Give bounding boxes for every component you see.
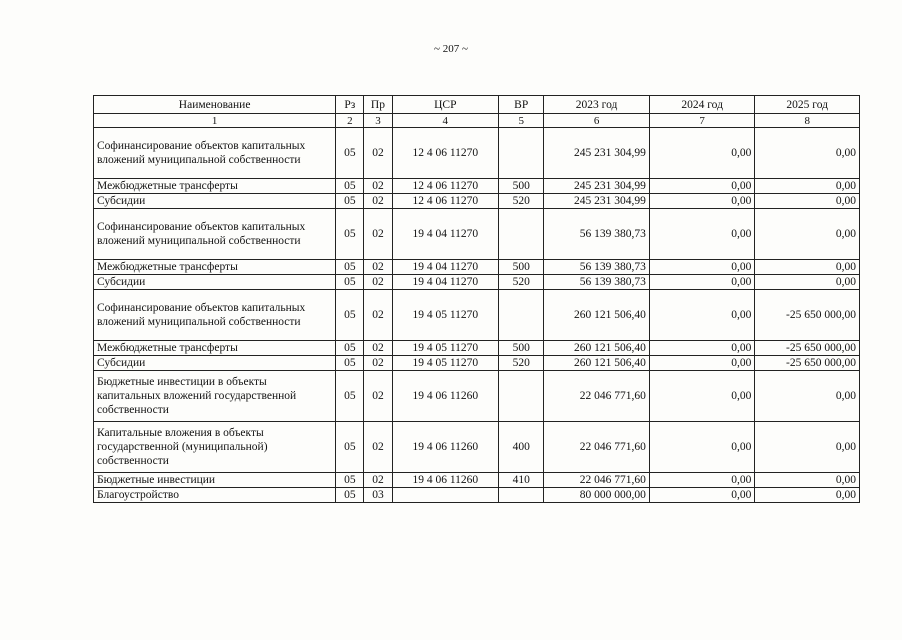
- cell-name: Межбюджетные трансферты: [94, 179, 336, 194]
- cell-pr: 02: [364, 260, 392, 275]
- cell-name: Благоустройство: [94, 488, 336, 503]
- column-number: 1: [94, 114, 336, 128]
- cell-name: Межбюджетные трансферты: [94, 260, 336, 275]
- cell-pr: 02: [364, 422, 392, 473]
- cell-2023: 56 139 380,73: [544, 209, 650, 260]
- cell-vr: [499, 290, 544, 341]
- cell-pr: 02: [364, 194, 392, 209]
- column-number: 4: [392, 114, 499, 128]
- cell-2024: 0,00: [649, 179, 755, 194]
- cell-name: Бюджетные инвестиции: [94, 473, 336, 488]
- table-row: [94, 179, 860, 194]
- cell-pr: 02: [364, 275, 392, 290]
- cell-2024: 0,00: [649, 194, 755, 209]
- cell-name: Субсидии: [94, 194, 336, 209]
- cell-name: Софинансирование объектов капитальных вложений муниципальной собственности: [94, 290, 336, 341]
- table-row: [94, 371, 860, 422]
- cell-name: Капитальные вложения в объекты государственной (муниципальной) собственности: [94, 422, 336, 473]
- cell-2025: 0,00: [755, 179, 860, 194]
- cell-2024: 0,00: [649, 488, 755, 503]
- cell-pr: 02: [364, 341, 392, 356]
- column-number: 3: [364, 114, 392, 128]
- header-csr: ЦСР: [392, 96, 499, 114]
- cell-2024: 0,00: [649, 290, 755, 341]
- cell-2025: 0,00: [755, 422, 860, 473]
- cell-vr: 500: [499, 341, 544, 356]
- table-row: [94, 356, 860, 371]
- cell-vr: [499, 128, 544, 179]
- column-number: 8: [755, 114, 860, 128]
- cell-rz: 05: [336, 341, 364, 356]
- header-2023: 2023 год: [544, 96, 650, 114]
- cell-2023: 56 139 380,73: [544, 275, 650, 290]
- header-name: Наименование: [94, 96, 336, 114]
- cell-rz: 05: [336, 290, 364, 341]
- cell-rz: 05: [336, 260, 364, 275]
- cell-csr: 19 4 04 11270: [392, 260, 499, 275]
- header-vr: ВР: [499, 96, 544, 114]
- cell-2024: 0,00: [649, 371, 755, 422]
- cell-2023: 260 121 506,40: [544, 341, 650, 356]
- cell-2023: 245 231 304,99: [544, 128, 650, 179]
- cell-rz: 05: [336, 179, 364, 194]
- cell-vr: 500: [499, 179, 544, 194]
- table-row: [94, 260, 860, 275]
- cell-csr: 19 4 04 11270: [392, 209, 499, 260]
- cell-2024: 0,00: [649, 356, 755, 371]
- cell-2025: 0,00: [755, 260, 860, 275]
- cell-pr: 02: [364, 371, 392, 422]
- table-row: [94, 422, 860, 473]
- cell-vr: [499, 371, 544, 422]
- cell-vr: 520: [499, 194, 544, 209]
- cell-csr: 19 4 05 11270: [392, 356, 499, 371]
- cell-rz: 05: [336, 209, 364, 260]
- cell-2025: 0,00: [755, 275, 860, 290]
- cell-csr: 19 4 06 11260: [392, 422, 499, 473]
- table-row: [94, 194, 860, 209]
- cell-2023: 245 231 304,99: [544, 179, 650, 194]
- cell-rz: 05: [336, 128, 364, 179]
- cell-name: Субсидии: [94, 275, 336, 290]
- cell-pr: 02: [364, 356, 392, 371]
- cell-pr: 02: [364, 209, 392, 260]
- page-number: ~ 207 ~: [434, 43, 468, 55]
- cell-pr: 02: [364, 290, 392, 341]
- column-number-row: [94, 114, 860, 128]
- cell-csr: 19 4 05 11270: [392, 290, 499, 341]
- cell-2023: 22 046 771,60: [544, 371, 650, 422]
- column-number: 7: [649, 114, 755, 128]
- cell-2024: 0,00: [649, 128, 755, 179]
- cell-2025: 0,00: [755, 128, 860, 179]
- cell-rz: 05: [336, 473, 364, 488]
- cell-2024: 0,00: [649, 260, 755, 275]
- cell-2023: 22 046 771,60: [544, 422, 650, 473]
- cell-name: Межбюджетные трансферты: [94, 341, 336, 356]
- cell-2023: 245 231 304,99: [544, 194, 650, 209]
- cell-2024: 0,00: [649, 275, 755, 290]
- cell-name: Бюджетные инвестиции в объекты капитальных вложений государственной собственности: [94, 371, 336, 422]
- cell-rz: 05: [336, 275, 364, 290]
- cell-2023: 260 121 506,40: [544, 356, 650, 371]
- cell-csr: 12 4 06 11270: [392, 194, 499, 209]
- cell-pr: 02: [364, 179, 392, 194]
- table-row: [94, 128, 860, 179]
- header-row: [94, 96, 860, 114]
- cell-name: Софинансирование объектов капитальных вложений муниципальной собственности: [94, 128, 336, 179]
- cell-2024: 0,00: [649, 209, 755, 260]
- cell-2025: -25 650 000,00: [755, 356, 860, 371]
- cell-vr: 520: [499, 356, 544, 371]
- table-row: [94, 473, 860, 488]
- cell-csr: 19 4 06 11260: [392, 473, 499, 488]
- header-pr: Пр: [364, 96, 392, 114]
- table-row: [94, 275, 860, 290]
- cell-csr: 19 4 06 11260: [392, 371, 499, 422]
- cell-2025: -25 650 000,00: [755, 290, 860, 341]
- cell-pr: 02: [364, 128, 392, 179]
- cell-2024: 0,00: [649, 341, 755, 356]
- cell-2023: 22 046 771,60: [544, 473, 650, 488]
- cell-csr: [392, 488, 499, 503]
- cell-vr: 400: [499, 422, 544, 473]
- column-number: 6: [544, 114, 650, 128]
- cell-2025: 0,00: [755, 194, 860, 209]
- cell-vr: [499, 488, 544, 503]
- budget-table: [93, 95, 860, 503]
- cell-2023: 56 139 380,73: [544, 260, 650, 275]
- cell-rz: 05: [336, 371, 364, 422]
- cell-vr: 410: [499, 473, 544, 488]
- cell-2025: 0,00: [755, 473, 860, 488]
- cell-name: Софинансирование объектов капитальных вложений муниципальной собственности: [94, 209, 336, 260]
- header-2025: 2025 год: [755, 96, 860, 114]
- header-2024: 2024 год: [649, 96, 755, 114]
- cell-2024: 0,00: [649, 473, 755, 488]
- table-row: [94, 290, 860, 341]
- cell-2025: -25 650 000,00: [755, 341, 860, 356]
- cell-csr: 12 4 06 11270: [392, 128, 499, 179]
- cell-csr: 19 4 04 11270: [392, 275, 499, 290]
- cell-2024: 0,00: [649, 422, 755, 473]
- cell-pr: 03: [364, 488, 392, 503]
- cell-rz: 05: [336, 194, 364, 209]
- table-row: [94, 341, 860, 356]
- cell-2025: 0,00: [755, 371, 860, 422]
- cell-vr: [499, 209, 544, 260]
- cell-2023: 80 000 000,00: [544, 488, 650, 503]
- cell-2025: 0,00: [755, 488, 860, 503]
- column-number: 5: [499, 114, 544, 128]
- cell-csr: 12 4 06 11270: [392, 179, 499, 194]
- table-row: [94, 488, 860, 503]
- cell-csr: 19 4 05 11270: [392, 341, 499, 356]
- cell-vr: 500: [499, 260, 544, 275]
- cell-2025: 0,00: [755, 209, 860, 260]
- table-body: [94, 128, 860, 503]
- cell-pr: 02: [364, 473, 392, 488]
- cell-vr: 520: [499, 275, 544, 290]
- cell-rz: 05: [336, 488, 364, 503]
- cell-2023: 260 121 506,40: [544, 290, 650, 341]
- table-row: [94, 209, 860, 260]
- cell-rz: 05: [336, 356, 364, 371]
- cell-name: Субсидии: [94, 356, 336, 371]
- cell-rz: 05: [336, 422, 364, 473]
- column-number: 2: [336, 114, 364, 128]
- header-rz: Рз: [336, 96, 364, 114]
